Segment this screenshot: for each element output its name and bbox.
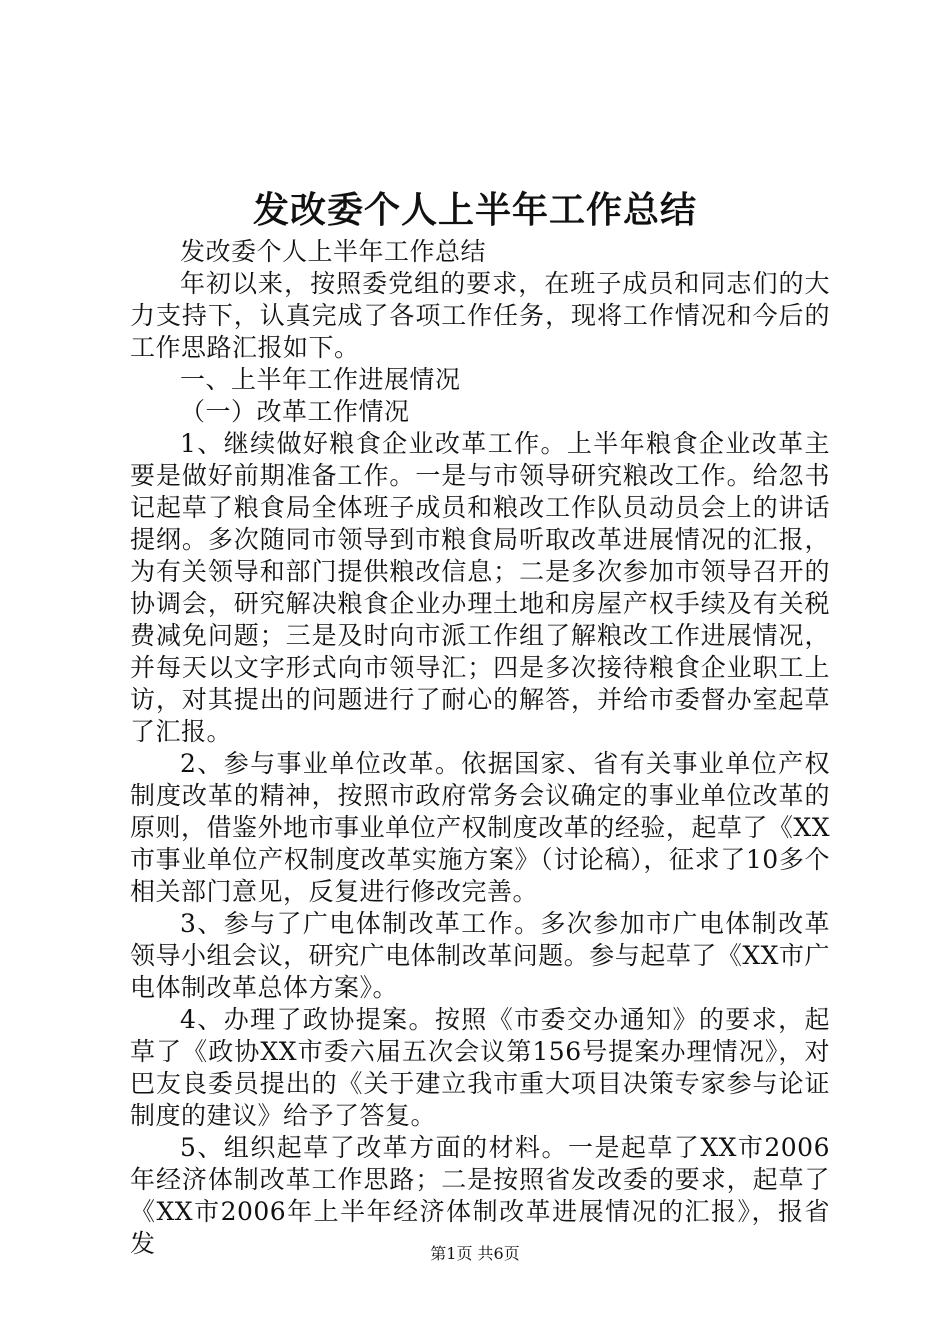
paragraph-item-1: 1、继续做好粮食企业改革工作。上半年粮食企业改革主要是做好前期准备工作。一是与市领导研究粮改工作。给忽书记起草了粮食局全体班子成员和粮改工作队员动员会上的讲话提纲。多次随同市领导到市粮食局听取改革进展情况的汇报，为有关领导和部门提供粮改信息；二是多次参加市领导召开的协调会，研究解决粮食企业办理土地和房屋产权手续及有关税费减免问题；三是及时向市派工作组了解粮改工作进展情况，并每天以文字形式向市领导汇；四是多次接待粮食企业职工上访，对其提出的问题进行了耐心的解答，并给市委督办室起草了汇报。 — [130, 429, 830, 746]
paragraph-intro: 年初以来，按照委党组的要求，在班子成员和同志们的大力支持下，认真完成了各项工作任务，现将工作情况和今后的工作思路汇报如下。 — [130, 269, 830, 362]
section-heading: 一、上半年工作进展情况 — [180, 365, 461, 394]
document-title: 发改委个人上半年工作总结 — [252, 189, 697, 231]
document-body — [130, 236, 830, 1260]
paragraph-item-4: 4、办理了政协提案。按照《市委交办通知》的要求，起草了《政协XX市委六届五次会议第156号提案办理情况》，对巴友良委员提出的《关于建立我市重大项目决策专家参与论证制度的建议》给予了答复。 — [130, 1005, 830, 1130]
paragraph-item-2: 2、参与事业单位改革。依据国家、省有关事业单位产权制度改革的精神，按照市政府常务会议确定的事业单位改革的原则，借鉴外地市事业单位产权制度改革的经验，起草了《XX市事业单位产权制度改革实施方案》（讨论稿），征求了10多个相关部门意见，反复进行修改完善。 — [130, 749, 830, 906]
paragraph-item-5: 5、组织起草了改革方面的材料。一是起草了XX市2006年经济体制改革工作思路；二是按照省发改委的要求，起草了《XX市2006年上半年经济体制改革进展情况的汇报》，报省发 — [130, 1133, 830, 1258]
paragraph-subtitle: 发改委个人上半年工作总结 — [180, 237, 487, 266]
subsection-heading: （一）改革工作情况 — [180, 397, 410, 426]
paragraph-item-3: 3、参与了广电体制改革工作。多次参加市广电体制改革领导小组会议，研究广电体制改革问题。参与起草了《XX市广电体制改革总体方案》。 — [130, 909, 830, 1002]
page-footer: 第1页 共6页 — [430, 1244, 520, 1263]
